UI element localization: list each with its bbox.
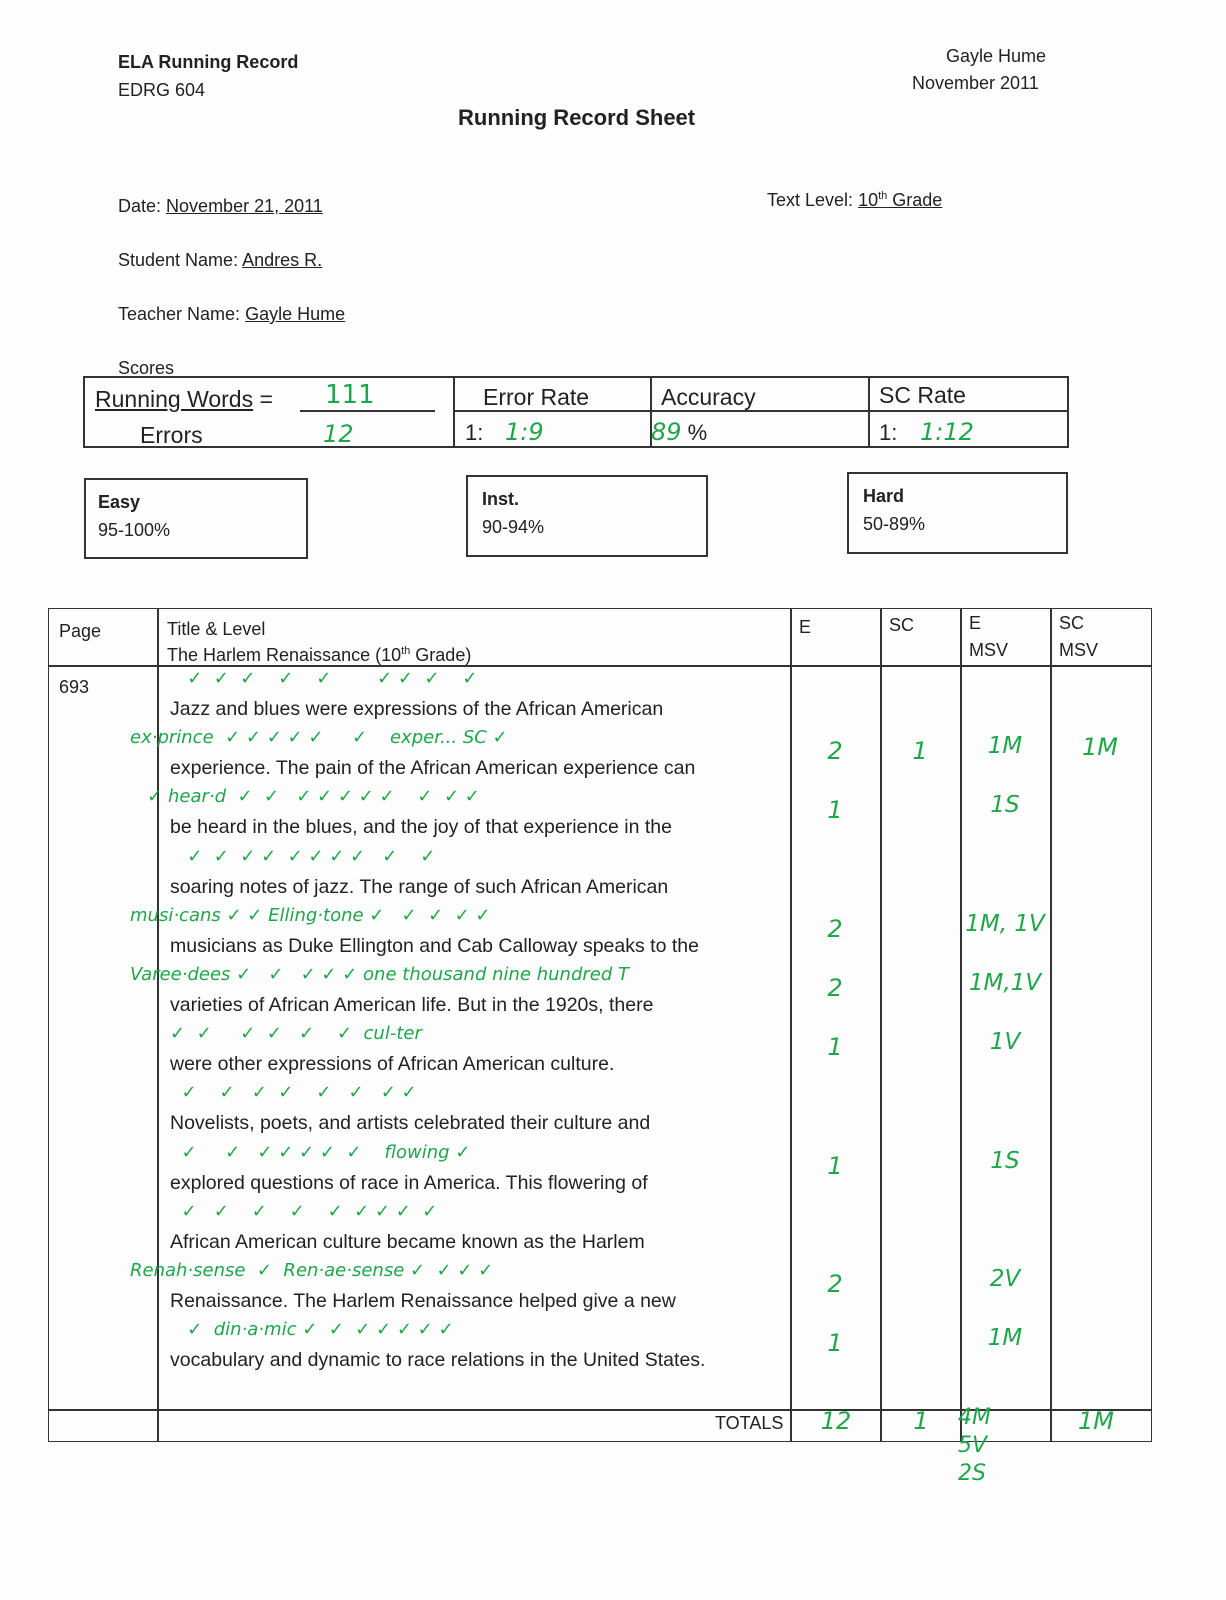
passage-line: varieties of African American life. But in the 1920s, there (170, 994, 654, 1016)
total-e-msv-s: 2S (958, 1461, 986, 1486)
page-number: 693 (59, 677, 90, 697)
totals-label: TOTALS (715, 1413, 784, 1433)
level-easy-box (84, 478, 308, 559)
student-label: Student Name: (118, 250, 239, 270)
line-errors: 1 (827, 1329, 843, 1358)
passage-line: vocabulary and dynamic to race relations in the United States. (170, 1349, 706, 1372)
reading-annotation: ✓ ✓ ✓ ✓ ✓ ✓ ✓ ✓ ✓ (130, 668, 478, 689)
line-e-msv: 1S (990, 1147, 1020, 1174)
line-e-msv: 1V (989, 1029, 1021, 1056)
running-words-label: Running Words = (95, 386, 273, 412)
passage-line: Jazz and blues were expressions of the African American (170, 698, 664, 720)
header-subtitle: The Harlem Renaissance (10th Grade) (167, 645, 472, 665)
line-errors: 2 (827, 974, 843, 1002)
reading-annotation: ✓ hear·d ✓ ✓ ✓ ✓ ✓ ✓ ✓ ✓ ✓ ✓ (130, 786, 480, 808)
passage-line: African American culture became known as the Harlem (170, 1230, 645, 1253)
header-title: Title & Level (167, 619, 266, 639)
error-rate-label: Error Rate (483, 384, 590, 410)
errors-label: Errors (140, 422, 203, 448)
reading-annotation: ex·prince ✓ ✓ ✓ ✓ ✓ ✓ exper... SC ✓ (130, 727, 508, 749)
line-e-msv: 1S (990, 792, 1020, 819)
reading-annotation: musi·cans ✓ ✓ Elling·tone ✓ ✓ ✓ ✓ ✓ (130, 904, 491, 926)
level-range: 95-100% (98, 520, 171, 540)
author: Gayle Hume (946, 46, 1047, 66)
course-title: ELA Running Record (118, 52, 299, 72)
line-errors: 2 (827, 737, 843, 766)
header-page: Page (59, 621, 102, 641)
total-e-msv-m: 4M (958, 1405, 991, 1430)
teacher-label: Teacher Name: (118, 304, 241, 324)
page-title: Running Record Sheet (458, 105, 696, 130)
line-self-corrections: 1 (912, 737, 928, 766)
line-errors: 1 (827, 1151, 843, 1180)
month: November 2011 (912, 73, 1039, 93)
passage-line: be heard in the blues, and the joy of that experience in the (170, 816, 672, 839)
passage-line: Renaissance. The Harlem Renaissance helped give a new (170, 1290, 676, 1312)
header-e-msv: E MSV (969, 613, 1009, 660)
running-words-value: 111 (325, 380, 375, 410)
passage-line: were other expressions of African American culture. (170, 1053, 615, 1076)
total-sc-msv: 1M (1078, 1407, 1114, 1435)
level-inst-box (466, 475, 708, 557)
scores-table (83, 376, 1069, 448)
date-row (118, 196, 323, 217)
sc-rate-value: 1:12 (920, 418, 974, 446)
accuracy-value: 89 (651, 418, 682, 446)
student-row (118, 250, 322, 271)
reading-annotation: ✓ din·a·mic ✓ ✓ ✓ ✓ ✓ ✓ ✓ (130, 1319, 454, 1341)
line-errors: 1 (827, 796, 843, 825)
line-errors: 2 (827, 1270, 843, 1298)
reading-annotation: ✓ ✓ ✓ ✓ ✓ ✓ ✓ flowing ✓ (130, 1141, 471, 1163)
line-e-msv: 1M, 1V (965, 910, 1045, 937)
student-name: Andres R. (242, 250, 323, 270)
total-e: 12 (820, 1407, 852, 1435)
line-e-msv: 1M (987, 1325, 1023, 1352)
sc-rate-prefix: 1: (879, 420, 898, 445)
total-e-msv (958, 1404, 991, 1488)
reading-annotation: ✓ ✓ ✓ ✓ ✓ ✓ ✓ ✓ ✓ ✓ (130, 845, 436, 867)
level-name: Inst. (482, 489, 520, 509)
reading-annotation: ✓ ✓ ✓ ✓ ✓ ✓ cul-ter (130, 1023, 422, 1045)
header-e: E (799, 617, 812, 637)
level-hard-box (847, 472, 1068, 554)
total-e-msv-v: 5V (958, 1433, 988, 1458)
passage-line: musicians as Duke Ellington and Cab Calloway speaks to the (170, 934, 699, 957)
level-range: 50-89% (863, 514, 926, 534)
line-errors: 2 (827, 914, 843, 943)
passage-line: Novelists, poets, and artists celebrated their culture and (170, 1112, 651, 1135)
sc-rate-label: SC Rate (879, 382, 966, 408)
reading-annotation: Varee·dees ✓ ✓ ✓ ✓ ✓ one thousand nine hundred T (130, 964, 629, 985)
date-value: November 21, 2011 (166, 196, 323, 216)
teacher-name: Gayle Hume (245, 304, 346, 324)
accuracy-label: Accuracy (661, 384, 756, 410)
passage-line: explored questions of race in America. This flowering of (170, 1171, 648, 1194)
reading-annotation: Renah·sense ✓ Ren·ae·sense ✓ ✓ ✓ ✓ (130, 1260, 494, 1281)
error-rate-prefix: 1: (465, 420, 484, 445)
scores-label: Scores (118, 358, 175, 378)
reading-annotation: ✓ ✓ ✓ ✓ ✓ ✓ ✓ ✓ (130, 1082, 417, 1104)
level-range: 90-94% (482, 517, 545, 537)
passage-line: experience. The pain of the African American experience can (170, 757, 696, 780)
accuracy-row: 89 % (651, 418, 708, 446)
header-sc: SC (889, 615, 915, 635)
reading-annotation: ✓ ✓ ✓ ✓ ✓ ✓ ✓ ✓ ✓ (130, 1200, 438, 1222)
line-errors: 1 (827, 1033, 843, 1062)
total-sc: 1 (913, 1407, 929, 1435)
level-name: Easy (98, 492, 141, 512)
line-sc-msv: 1M (1082, 733, 1118, 762)
line-e-msv: 1M (987, 733, 1023, 760)
text-level-row (767, 190, 942, 211)
header-sc-msv: SC MSV (1059, 613, 1099, 660)
line-e-msv: 1M,1V (968, 970, 1042, 996)
line-e-msv: 2V (989, 1266, 1021, 1292)
level-name: Hard (863, 486, 905, 506)
teacher-row (118, 304, 345, 325)
error-rate-value: 1:9 (505, 418, 544, 446)
text-level-label: Text Level: (767, 190, 854, 210)
course-code: EDRG 604 (118, 80, 206, 100)
date-label: Date: (118, 196, 162, 216)
passage-line: soaring notes of jazz. The range of such African American (170, 875, 669, 898)
text-level-value: 10th Grade (858, 190, 943, 210)
errors-value: 12 (323, 420, 354, 448)
